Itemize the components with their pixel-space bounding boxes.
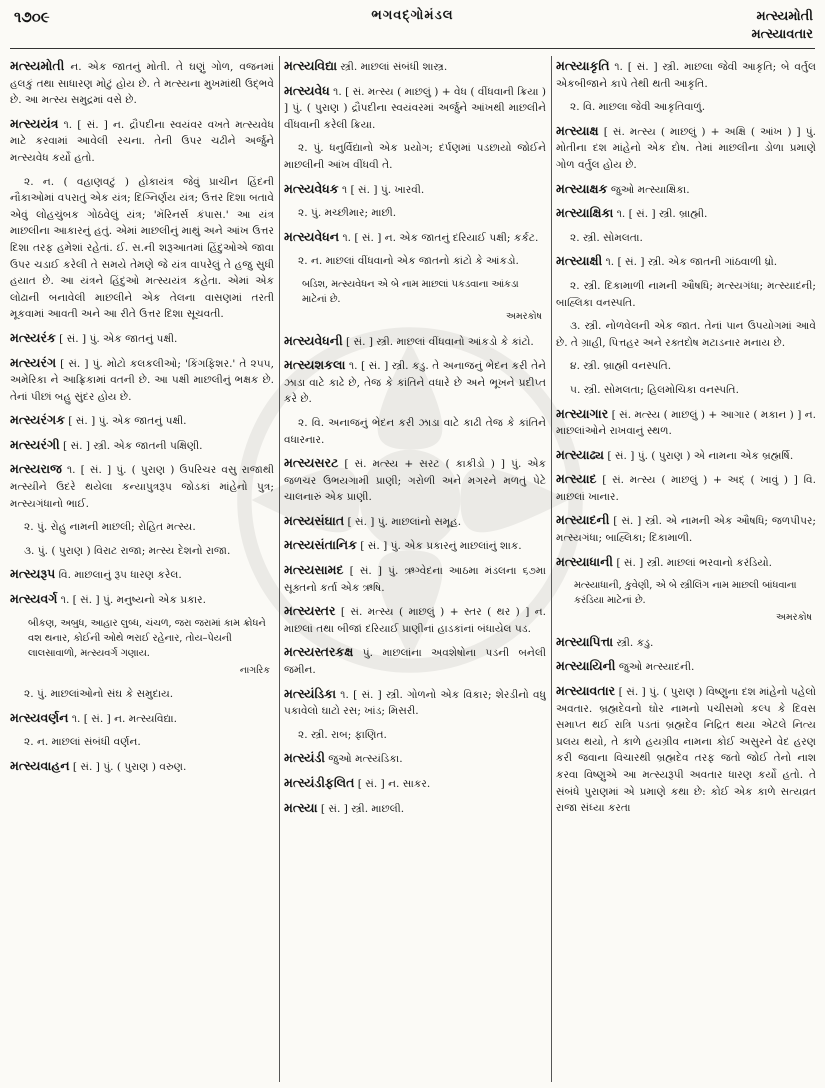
headword: મત્સ્યાધાની: [556, 553, 613, 569]
headword: મત્સ્યવિદ્યા: [284, 58, 338, 73]
dictionary-entry: [556, 554, 816, 572]
headword: મત્સ્યવેધન: [284, 228, 340, 244]
headword: મત્સ્યંડીફલિત: [284, 775, 355, 790]
dictionary-entry: [284, 513, 546, 531]
headword: મત્સ્યરંગ: [10, 354, 57, 370]
sense-definition: ૨. પું. ધનુર્વિદ્યાનો એક પ્રયોગ; દર્પણમાં પડછાયો જોઈને માછલીની આંખ વીંધવી તે.: [284, 142, 546, 171]
definition-text: [ સં. ] પું. ( પુરાણ ) એ નામના એક બ્રહ્મર્ષિ.: [604, 449, 794, 462]
headword: મત્સ્યસામદ: [284, 562, 344, 578]
headword: મત્સ્યંડિકા: [284, 685, 337, 701]
column-divider: [279, 56, 280, 1082]
dictionary-entry: [284, 455, 546, 506]
dictionary-column-1: [10, 58, 274, 1084]
headword: મત્સ્યસ્તર: [284, 603, 336, 619]
headword: મત્સ્યાપિત્તા: [556, 633, 614, 649]
definition-text: ૧. [ સં. મત્સ્ય ( માછલું ) + વેધ ( વીંધવાની ક્રિયા ) ] પું. ( પુરાણ ) દ્રૌપદીના સ્વયંવરમાં અર્જુને આંખથી માછલીને વીંધવાની કરેલી ક્રિયા.: [284, 85, 546, 131]
dictionary-entry: [556, 406, 816, 440]
definition-text: ૧. [ સં. ] સ્ત્રી. કડુ. તે અનાજનું ભેદન કરી તેને ઝાડા વાટે કાઢે છે, તેજ કે કાંતિને વધારે છે અને ભૂખને પ્રદીપ્ત કરે છે.: [284, 360, 546, 406]
dictionary-entry: [556, 181, 816, 199]
definition-text: [ સં. ] સ્ત્રી. એ નામની એક ઔષધિ; જળપીપર; મત્સ્યગંધા; બાહ્લિકા; દિકામાળી.: [556, 515, 816, 545]
headword: મત્સ્યવાહન: [10, 758, 70, 773]
dictionary-entry: [556, 253, 816, 271]
dictionary-entry: [10, 355, 274, 406]
definition-text: [ સં. મત્સ્ય ( માછલું ) + અદ્ ( ખાવું ) ] વિ. માછલાં ખાનાર.: [556, 474, 816, 503]
definition-text: [ સં. ] પું. ( પુરાણ ) વરુણ.: [69, 761, 187, 773]
dictionary-entry: [10, 710, 274, 728]
sense-definition: ૫. સ્ત્રી. સોમલતા; હિલમોચિકા વનસ્પતિ.: [570, 383, 739, 396]
headword: મત્સ્યાઢ્ય: [556, 446, 605, 462]
guide-word-last: મત્સ્યાવતાર: [751, 27, 813, 42]
headword: મત્સ્યરંગી: [10, 436, 60, 452]
dictionary-entry: [556, 471, 816, 505]
dictionary-entry: [556, 123, 816, 174]
definition-text: પું. માછલાંના અવશેષોના પડની બનેલી જમીન.: [284, 647, 546, 677]
dictionary-entry: [10, 116, 274, 167]
dictionary-entry: [10, 58, 274, 109]
dictionary-entry: [556, 205, 816, 223]
sense-definition: ૨. ન. માછલાં સંબંધી વર્ણન.: [24, 736, 141, 749]
headword: મત્સ્યાયિની: [556, 658, 616, 674]
dictionary-entry: [284, 750, 546, 768]
headword: મત્સ્યાક્ષ: [556, 122, 599, 138]
sense-definition: ૩. સ્ત્રી. નોળવેલની એક જાત. તેનાં પાન ઉપયોગમાં આવે છે. તે ગ્રાહી, પિત્તહર અને રક્તદોષ મટાડનાર મનાય છે.: [556, 320, 816, 349]
dictionary-entry: [284, 686, 546, 720]
definition-text: સ્ત્રી. કડુ.: [613, 636, 654, 649]
definition-text: [ સં. ] સ્ત્રી. માછલાં વીંધવાનો આંકડો કે કાંટો.: [342, 335, 534, 348]
headword: મત્સ્યવેધક: [284, 180, 339, 196]
citation-source: નાગરિક: [239, 664, 270, 676]
dictionary-entry: [284, 644, 546, 678]
definition-text: ૧. [ સં. ] ન. મત્સ્યવિદ્યા.: [68, 712, 178, 725]
dictionary-entry: [284, 775, 546, 793]
headword: મત્સ્યા: [284, 799, 318, 815]
definition-text: વિ. માછલાનું રૂપ ધારણ કરેલ.: [55, 569, 182, 582]
definition-text: જુઓ મત્સ્યંડિકા.: [324, 753, 403, 766]
headword: મત્સ્યવર્ગ: [10, 591, 58, 607]
definition-text: [ સં. ] પું. ( પુરાણ ) વિષ્ણુના દશ માંહેનો પહેલો અવતાર. બ્રહ્મદેવનો ઘોર નામનો પચીસમો કલ્પ કે દિવસ સમાપ્ત થઈ રાત્રિ પડતાં બ્રહ્મદેવ નિદ્રિત થયા એટલે નિત્ય પ્રલય થયો, તે કાળે હયગ્રીવ નામના કોઈ અસુરને વેદ હરણ કરી જવાના વિચારથી બ્રહ્મદેવ તરફ જતો જોઈ તેનો નાશ કરવા વિષ્ણુએ આ મત્સ્યરૂપી અવતાર ધારણ કર્યો હતો. તે સંબંધે પુરાણમાં એ પ્રમાણે કથા છે: કોઈ એક કાળે સત્યવ્રત રાજા સંધ્યા કરતા: [556, 686, 816, 815]
sense-definition: ૨. સ્ત્રી. રાબ; ફાણિત.: [298, 728, 387, 741]
definition-text: [ સં. ] પું. એક જાતનું પક્ષી.: [64, 415, 187, 428]
definition-text: [ સં. ] સ્ત્રી. માછલી.: [317, 802, 405, 815]
dictionary-entry: [10, 566, 274, 584]
headword: મત્સ્યરૂપ: [10, 566, 56, 582]
headword: મત્સ્યંડી: [284, 750, 325, 766]
sense-definition: ૨. સ્ત્રી. સોમલતા.: [570, 231, 643, 244]
headword: મત્સ્યસંઘાત: [284, 512, 345, 528]
dictionary-entry: [284, 58, 546, 76]
headword: મત્સ્યરાજ: [10, 461, 62, 477]
dictionary-entry: [284, 357, 546, 408]
headword: મત્સ્યાદ: [556, 471, 597, 487]
definition-text: [ સં. મત્સ્ય + સરટ ( કાકીડો ) ] પું. એક જળચર ઉભયગામી પ્રાણી; ગરોળી અને મગરને મળતું પેટે ચાલનારું એક પ્રાણી.: [284, 458, 546, 504]
definition-text: ૧. [ સં. ] પું. ( પુરાણ ) ઉપરિચર વસુ રાજાથી મત્સ્યીને ઉદરે થયેલા કન્યાપુત્રરૂપ જોડકાં માંહેનો પુત્ર; મત્સ્યગંધાનો ભાઈ.: [10, 464, 274, 510]
headword: મત્સ્યાકૃતિ: [556, 58, 610, 73]
dictionary-entry: [556, 658, 816, 676]
headword: મત્સ્યસંતાનિક: [284, 537, 357, 553]
headword: મત્સ્યાક્ષી: [556, 253, 603, 269]
dictionary-entry: [10, 591, 274, 609]
definition-text: ન. એક જાતનું મોતી. તે ઘણું ગોળ, વજનમાં હલકું તથા સાધારણ મોટું હોય છે. તે મત્સ્યના મુખમાંથી ઉદ્ભવે છે. આ મત્સ્ય સમુદ્રમાં વસે છે.: [10, 61, 274, 107]
definition-text: [ સં. મત્સ્ય ( માછલું ) + અક્ષિ ( આંખ ) ] પું. મોતીના દશ માંહેનો એક દોષ. તેમાં માછલીના ડોળા પ્રમાણે ગોળ વર્તુલ હોય છે.: [556, 125, 816, 171]
guide-words: [751, 8, 813, 44]
sense-definition: ૨. વિ. અનાજનું ભેદન કરી ઝાડા વાટે કાઢી તેજ કે કાંતિને વધારનાર.: [284, 416, 546, 446]
definition-text: ૧. [ સં. ] ન. એક જાતનું દરિયાઈ પક્ષી; કર્કટ.: [339, 231, 539, 244]
dictionary-entry: [10, 461, 274, 512]
dictionary-entry: [284, 333, 546, 351]
headword: મત્સ્યવર્ણન: [10, 709, 69, 725]
dictionary-column-2: [284, 58, 546, 1084]
dictionary-entry: [10, 412, 274, 430]
headword: મત્સ્યસરટ: [284, 455, 339, 471]
definition-text: ૧. [ સં. ] સ્ત્રી. માછલા જેવી આકૃતિ; બે વર્તુલ એકબીજાને કાપે તેથી થતી આકૃતિ.: [556, 61, 816, 90]
dictionary-entry: [556, 512, 816, 546]
dictionary-entry: [284, 83, 546, 134]
dictionary-entry: [556, 634, 816, 652]
definition-text: ૧. [ સં. ] સ્ત્રી. બ્રાહ્મી.: [613, 208, 708, 221]
definition-text: [ સં. મત્સ્ય ( માછલું ) + આગાર ( મકાન ) ] ન. માછલાંઓને રાખવાનું સ્થળ.: [556, 408, 816, 438]
sense-definition: ૨. ન. માછલાં વીંધવાનો એક જાતનો કાંટો કે આંકડો.: [298, 255, 519, 268]
sense-definition: ૨. વિ. માછલા જેવી આકૃતિવાળું.: [570, 101, 706, 114]
book-title: ભગવદ્ગોમંડલ: [371, 8, 454, 23]
definition-text: ૧. [ સં. ] ન. દ્રૌપદીના સ્વયંવર વખતે મત્સ્યવેધ માટે કરવામાં આવેલી રચના. તેની ઉપર ચઢીને અર્જુને મત્સ્યવેધ કર્યો હતો.: [10, 118, 274, 164]
citation-source: અમરકોષ: [775, 612, 812, 624]
headword: મત્સ્યવેધની: [284, 332, 343, 348]
citation-source: અમરકોષ: [505, 310, 542, 322]
dictionary-entry: [284, 537, 546, 555]
definition-text: [ સં. ] પું. એક જાતનું પક્ષી.: [55, 332, 178, 345]
definition-text: [ સં. ] પું. માછલાંનો સમૂહ.: [344, 515, 462, 528]
headword: મત્સ્યસ્તરકક્ષ: [284, 644, 354, 660]
dictionary-entry: [556, 58, 816, 92]
dictionary-entry: [284, 181, 546, 199]
headword: મત્સ્યાગાર: [556, 405, 609, 421]
sense-definition: ૨. પું. માછલાંઓનો સંઘ કે સમુદાય.: [24, 688, 174, 701]
definition-text: જુઓ મત્સ્યાદની.: [615, 661, 695, 674]
definition-text: [ સં. ] પું. એક પ્રકારનું માછલાંનું શાક.: [356, 540, 522, 553]
definition-text: ૧. [ સં. ] સ્ત્રી. એક જાતની ગાંઠવાળી ધ્રો.: [602, 256, 778, 269]
sense-definition: ૩. પું. ( પુરાણ ) વિરાટ રાજા; મત્સ્ય દેશનો રાજા.: [24, 544, 231, 557]
dictionary-entry: [556, 683, 816, 817]
citation-quote: બડિશ, મત્સ્યવેધન એ બે નામ માછલાં પકડવાના આંકડા માટેનાં છે.: [302, 278, 519, 305]
headword: મત્સ્યરંગક: [10, 412, 65, 428]
dictionary-entry: [10, 330, 274, 348]
headword: મત્સ્યમોતી: [10, 58, 65, 73]
headword: મત્સ્યાક્ષિકા: [556, 205, 614, 221]
citation-quote: મત્સ્યાધાની, કુવેણી, એ બે સ્ત્રીલિંગ નામ માછલી બાંધવાના કરંડિયા માટેનાં છે.: [574, 580, 797, 607]
headword: મત્સ્યવેધ: [284, 82, 330, 98]
headword: મત્સ્યાવતાર: [556, 683, 616, 699]
column-divider: [551, 56, 552, 1082]
citation-quote: બીકણ, અબુધ, આહાર લુબ્ધ, ચંચળ, જરા જરામાં કામ ક્રોધને વશ થનાર, કોઈની ઓથે ભરાઈ રહેનાર, તોય–પેયની લાલસાવાળો, મત્સ્યવર્ગ ગણાય.: [28, 617, 266, 659]
definition-text: [ સં. ] પું. ઋગ્વેદના આઠમા મંડલના ૬૭મા સૂક્તનો કર્તા એક ઋષિ.: [284, 565, 546, 594]
headword: મત્સ્યાદની: [556, 512, 610, 528]
dictionary-entry: [10, 437, 274, 455]
definition-text: [ સં. ] સ્ત્રી. માછલાં ભરવાનો કરંડિયો.: [613, 556, 773, 569]
header-rule: [10, 48, 815, 49]
dictionary-entry: [284, 800, 546, 818]
definition-text: સ્ત્રી. માછલાં સંબંધી શાસ્ત્ર.: [337, 61, 448, 73]
sense-definition: ૨. પું. રોહુ નામની માછલી; રોહિત મત્સ્ય.: [24, 521, 196, 534]
page-header: [0, 0, 825, 58]
sense-definition: ૨. સ્ત્રી. દિકામાળી નામની ઔષધિ; મત્સ્યગંધા; મત્સ્યાદની; બાહ્લિકા વનસ્પતિ.: [556, 279, 816, 309]
definition-text: [ સં. ] સ્ત્રી. એક જાતની પક્ષિણી.: [59, 439, 203, 452]
headword: મત્સ્યશકલા: [284, 357, 346, 373]
dictionary-column-3: [556, 58, 816, 1084]
dictionary-entry: [284, 229, 546, 247]
sense-definition: ૨. પું. મચ્છીમાર; માછી.: [298, 207, 397, 220]
headword: મત્સ્યયંત્ર: [10, 115, 59, 131]
definition-text: ૧ [ સં. ] પું. ખારવી.: [338, 183, 425, 196]
sense-definition: ૪. સ્ત્રી. બ્રાહ્મી વનસ્પતિ.: [570, 360, 672, 373]
dictionary-entry: [556, 447, 816, 465]
dictionary-entry: [284, 603, 546, 637]
definition-text: જુઓ મત્સ્યાક્ષિકા.: [607, 183, 690, 196]
headword: મત્સ્યાક્ષક: [556, 180, 608, 196]
definition-text: ૧. [ સં. ] સ્ત્રી. ગોળનો એક વિકાર; શેરડીનો વધુ પકાવેલો ઘાટો રસ; ખાંડ; મિસરી.: [284, 688, 546, 718]
definition-text: ૧. [ સં. ] પું. મનુષ્યનો એક પ્રકાર.: [57, 594, 206, 607]
dictionary-entry: [284, 562, 546, 596]
page-number: ૧૭૦૯: [14, 8, 50, 26]
guide-word-first: મત્સ્યમોતી: [756, 9, 813, 24]
sense-definition: ૨. ન. ( વહાણવટું ) હોકાયંત્ર જેવું પ્રાચીન હિંદની નૌકાઓમાં વપરાતું એક યંત્ર; દિગ્નિર્ણય યંત્ર; ઉત્તર દિશા બતાવે એવું લોહચુંબક ગોઠવેલું યંત્ર; 'મૅરિનર્સ કંપાસ.' આ યંત્ર માછલીના આકારનું હતું. એમાં માછલીનું માથું અને આંખ ઉત્તર દિશા તરફ હમેશાં રહેતાં. ઈ. સ.ની શરૂઆતમાં હિંદુઓએ જાવા ઉપર ચડાઈ કરેલી તે સમયે તેમણે જે યંત્ર વાપરેલું તે હજુ સુધી હયાત છે. આ યંત્રને હિંદુઓ મત્સ્યયંત્ર કહેતા. એમાં એક લોઢાની બનાવેલી માછલીને એક તેલના વાસણમાં તરતી મૂકવામાં આવતી અને આ રીતે ઉત્તર દિશા સૂચવતી.: [10, 175, 274, 321]
definition-text: [ સં. ] ન. સાકર.: [354, 778, 431, 790]
definition-text: [ સં. મત્સ્ય ( માછલું ) + સ્તર ( થર ) ] ન. માછલાં તથા બીજાં દરિયાઈ પ્રાણીનાં હાડકાંનાં બંધાયેલ પડ.: [284, 606, 546, 635]
dictionary-entry: [10, 758, 274, 776]
headword: મત્સ્યરંક: [10, 329, 56, 345]
definition-text: [ સં. ] પું. મોટો કલકલીઓ; 'કિંગફિશર.' તે ૨૫૫, અમેરિકા ને આફ્રિકામાં વતની છે. આ પક્ષી માછલીનું ભક્ષક છે. તેનાં પીછાં બહુ સુંદર હોય છે.: [10, 357, 274, 403]
